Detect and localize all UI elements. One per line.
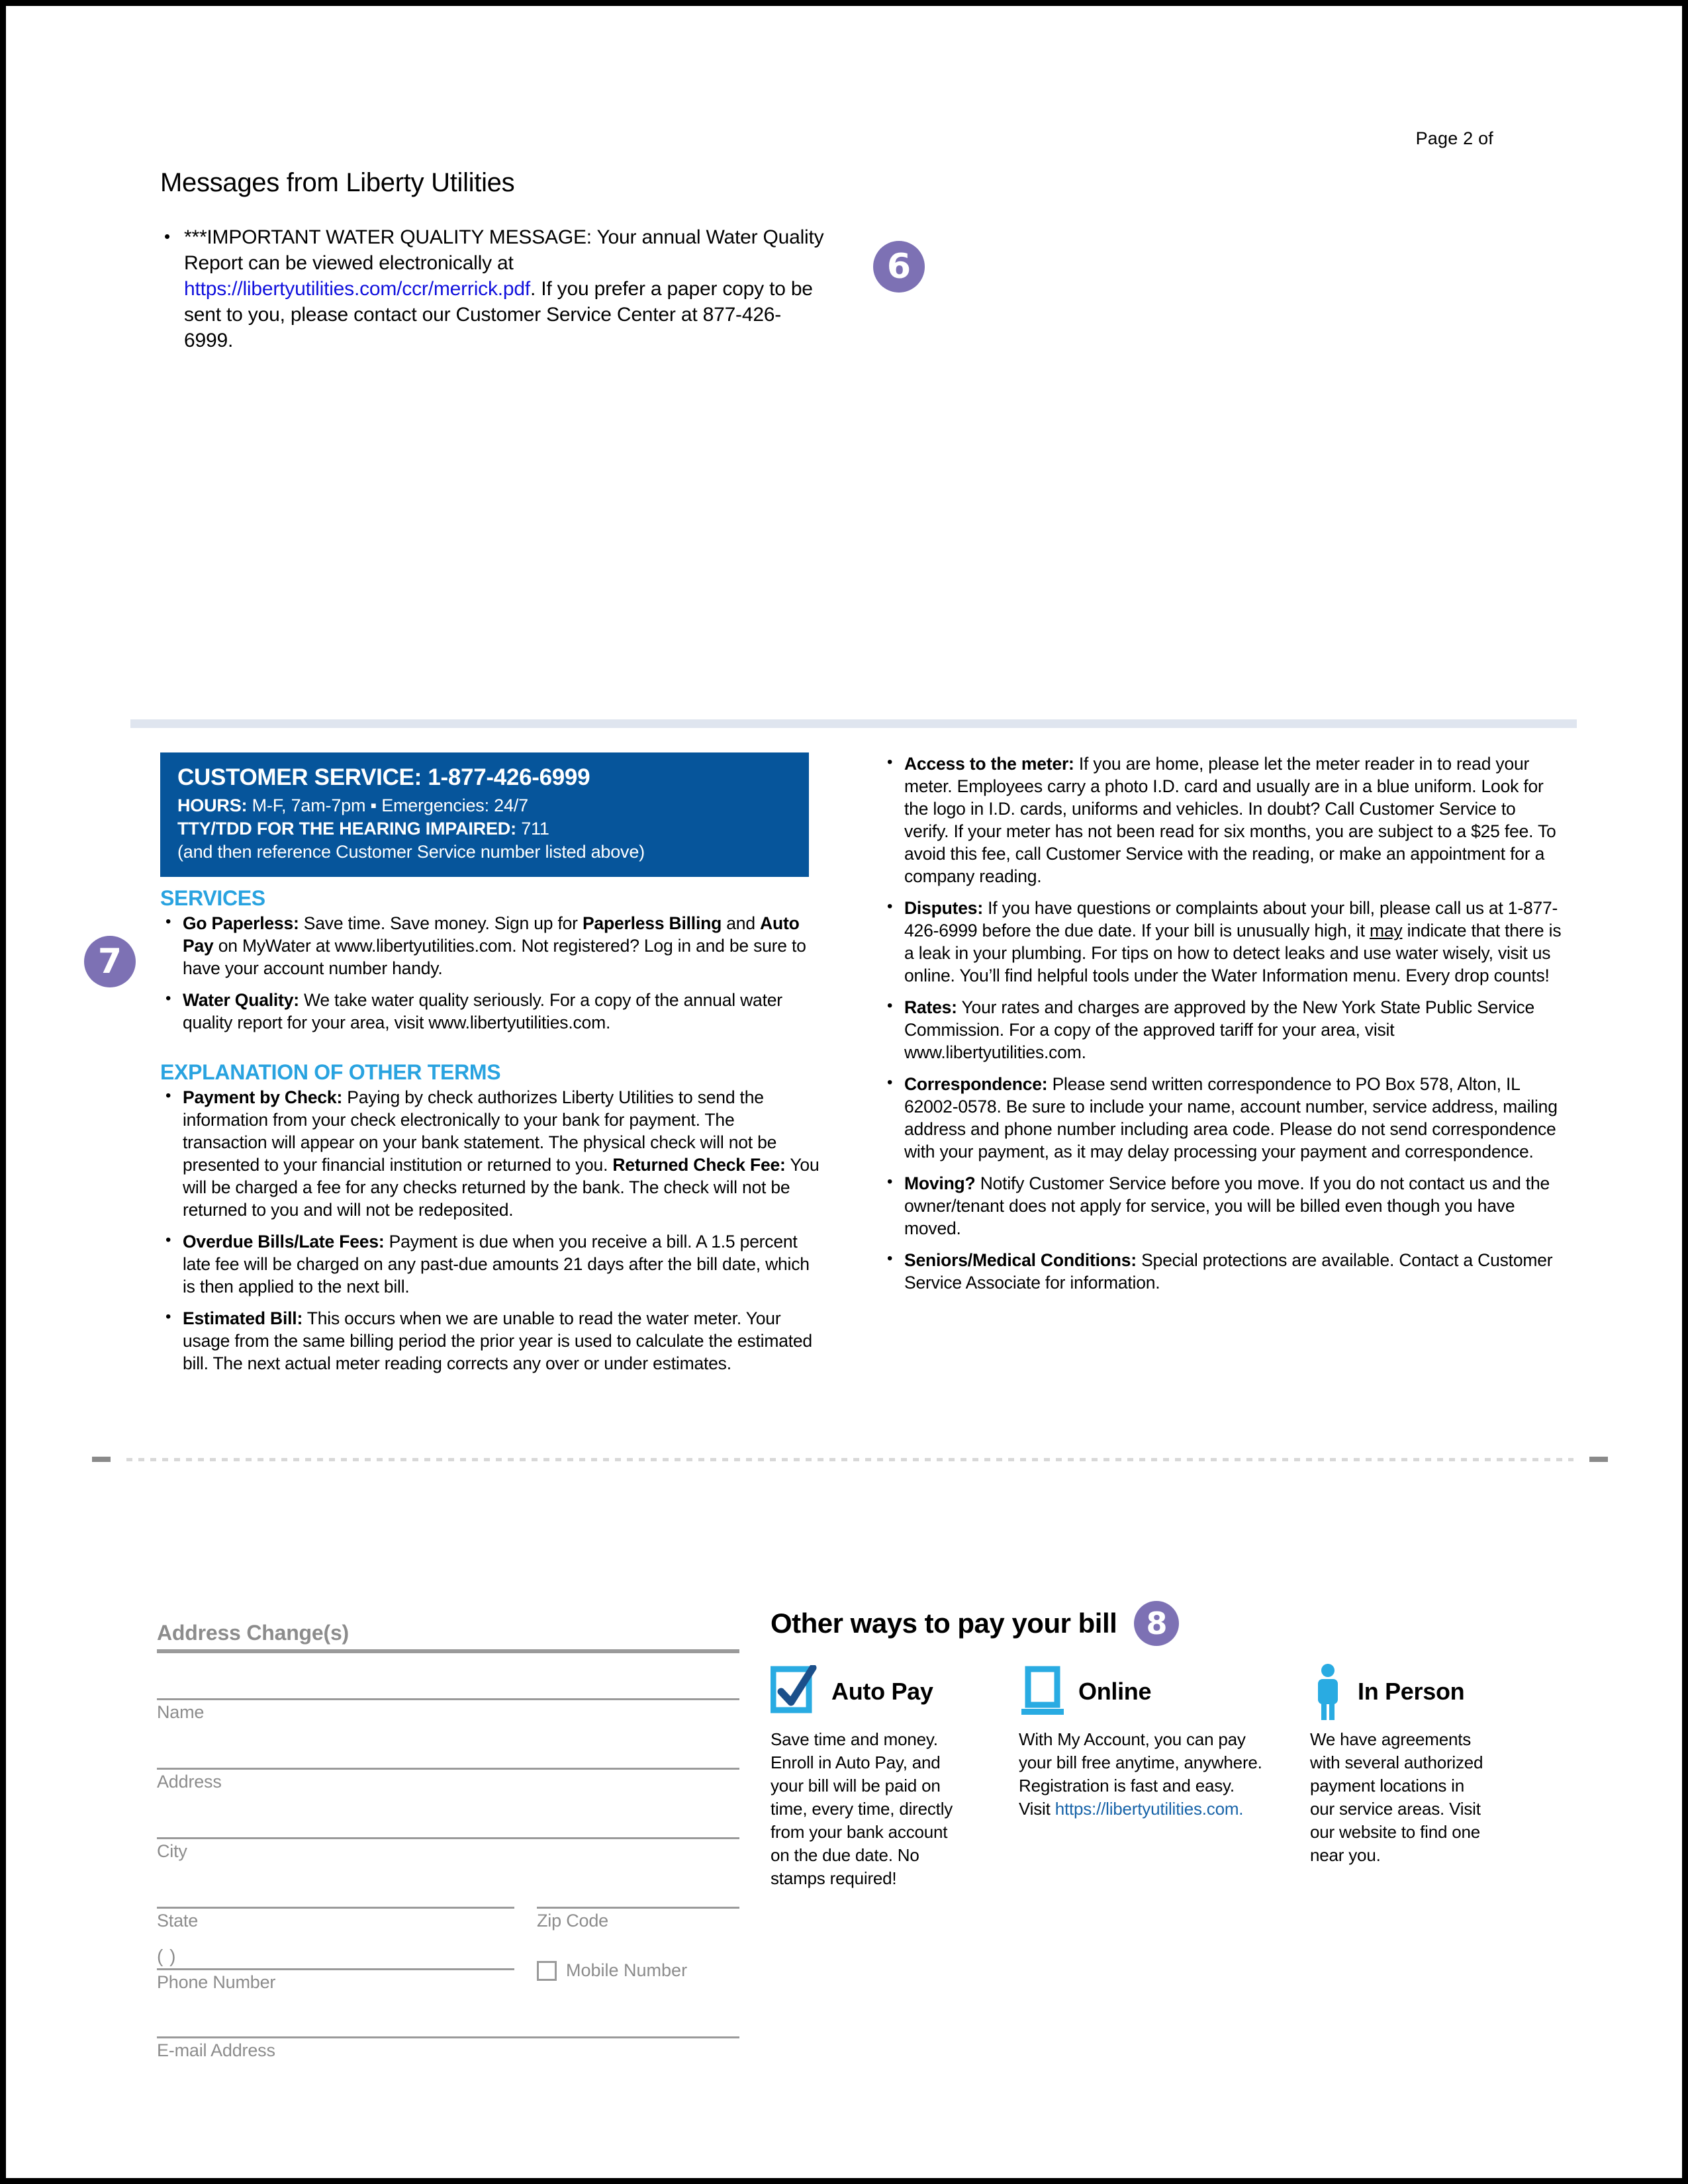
form-divider-thick xyxy=(157,1649,739,1653)
tty-label: TTY/TDD FOR THE HEARING IMPAIRED: xyxy=(177,819,516,839)
item-lead: Estimated Bill: xyxy=(183,1308,303,1328)
item-text: If you have questions or complaints about your bill, please call us at 1-877-426-6999 before the due date. If your bill is unusually high, it xyxy=(904,898,1558,940)
terms-left-column xyxy=(160,752,822,1384)
item-text: Your rates and charges are approved by the New York State Public Service Commission. For a copy of the approved tariff for your area, visit www.libertyutilities.com. xyxy=(904,997,1535,1062)
online-body-text: With My Account, you can pay your bill free anytime, anywhere. Registration is fast and easy. Visit xyxy=(1019,1729,1262,1819)
item-text: Payment is due when you receive a bill. A 1.5 percent late fee will be charged on any past-due amounts 21 days after the bill date, which is then applied to the next bill. xyxy=(183,1232,810,1297)
auto-pay-header xyxy=(771,1663,1019,1720)
tty-value: 711 xyxy=(516,819,549,839)
water-quality-report-link[interactable]: https://libertyutilities.com/ccr/merrick.pdf xyxy=(184,278,530,300)
list-item xyxy=(160,224,829,353)
pay-option-in-person xyxy=(1310,1663,1548,1890)
auto-pay-body: Save time and money. Enroll in Auto Pay, and your bill will be paid on time, every time, directly from your bank account on the due date. No stamps required! xyxy=(771,1729,953,1888)
item-text: We take water quality seriously. For a copy of the annual water quality report for your area, visit www.libertyutilities.com. xyxy=(183,990,782,1032)
item-underlined-word: may xyxy=(1369,921,1403,940)
mobile-number-checkbox[interactable] xyxy=(537,1961,557,1981)
online-body xyxy=(1019,1728,1270,1821)
right-terms-list xyxy=(882,752,1564,1294)
terms-right-column xyxy=(882,752,1564,1384)
item-text: Save time. Save money. Sign up for xyxy=(299,913,583,933)
item-lead: Go Paperless: xyxy=(183,913,299,933)
email-field-group xyxy=(157,2036,739,2061)
in-person-body: We have agreements with several authorized payment locations in our service areas. Visit our website to find one near you. xyxy=(1310,1729,1483,1865)
other-ways-to-pay-title xyxy=(771,1601,1552,1646)
address-change-title: Address Change(s) xyxy=(157,1621,349,1645)
customer-service-tty xyxy=(177,817,792,841)
services-heading: SERVICES xyxy=(160,886,265,910)
zip-label: Zip Code xyxy=(537,1911,608,1931)
message-text-part1: ***IMPORTANT WATER QUALITY MESSAGE: Your annual Water Quality Report can be viewed electronically at xyxy=(184,226,824,274)
customer-service-title: CUSTOMER SERVICE: 1-877-426-6999 xyxy=(177,764,590,790)
item-text: This occurs when we are unable to read the water meter. Your usage from the same billing period the prior year is used to calculate the estimated bill. The next actual meter reading corrects any over or under estimates. xyxy=(183,1308,812,1373)
item-text: Notify Customer Service before you move. If you do not contact us and the owner/tenant does not apply for service, you will be billed even though you have moved. xyxy=(904,1173,1550,1238)
person-icon xyxy=(1310,1663,1346,1720)
list-item xyxy=(882,996,1564,1064)
page-title: Messages from Liberty Utilities xyxy=(160,168,515,197)
item-text-2: indicate that there is a leak in your plumbing. For tips on how to detect leaks and use water wisely, visit us online. You’ll find helpful tools under the Water Information menu. Every drop counts! xyxy=(904,921,1562,985)
list-item xyxy=(882,752,1564,887)
auto-pay-label: Auto Pay xyxy=(831,1678,933,1705)
item-bold-2: Returned Check Fee: xyxy=(612,1155,786,1175)
list-item xyxy=(882,1172,1564,1240)
item-lead: Payment by Check: xyxy=(183,1087,343,1107)
hours-value: M-F, 7am-7pm ▪ Emergencies: 24/7 xyxy=(247,796,528,815)
item-lead: Disputes: xyxy=(904,898,983,918)
state-field-group xyxy=(157,1907,514,1931)
item-lead: Rates: xyxy=(904,997,957,1017)
other-ways-to-pay-section xyxy=(771,1601,1552,1890)
online-header xyxy=(1019,1663,1310,1720)
messages-list xyxy=(160,224,829,353)
pay-title-text: Other ways to pay your bill xyxy=(771,1608,1117,1639)
item-text-2: and xyxy=(722,913,761,933)
hours-label: HOURS: xyxy=(177,796,248,815)
name-field-group xyxy=(157,1698,739,1723)
perforation-tick-left xyxy=(92,1457,111,1462)
callout-badge-6: 6 xyxy=(873,241,925,293)
item-lead: Overdue Bills/Late Fees: xyxy=(183,1232,385,1251)
online-payment-link[interactable]: https://libertyutilities.com. xyxy=(1055,1799,1244,1819)
other-terms-list xyxy=(160,1086,822,1375)
perforation-line xyxy=(92,1457,1608,1462)
phone-label: Phone Number xyxy=(157,1972,276,1992)
list-item xyxy=(882,897,1564,987)
perforation-dashes xyxy=(126,1458,1573,1461)
mobile-number-checkbox-group[interactable] xyxy=(537,1948,687,1993)
phone-area-code-placeholder[interactable]: ( ) xyxy=(157,1946,177,1966)
in-person-label: In Person xyxy=(1358,1678,1465,1705)
state-zip-row xyxy=(157,1907,739,1931)
item-text: Please send written correspondence to PO Box 578, Alton, IL 62002-0578. Be sure to include your name, account number, service address, mailing address and phone number including area code. Please do not send correspondence with your payment, as it may delay processing your payment and correspondence. xyxy=(904,1074,1558,1161)
list-item xyxy=(882,1249,1564,1294)
perforation-tick-right xyxy=(1589,1457,1608,1462)
item-lead: Access to the meter: xyxy=(904,754,1074,774)
item-lead: Correspondence: xyxy=(904,1074,1048,1094)
page-number: Page 2 of xyxy=(1415,128,1493,148)
online-label: Online xyxy=(1078,1678,1152,1705)
item-lead: Seniors/Medical Conditions: xyxy=(904,1250,1137,1270)
item-lead: Moving? xyxy=(904,1173,976,1193)
zip-field-group xyxy=(537,1907,739,1931)
item-text: If you are home, please let the meter reader in to read your meter. Employees carry a photo I.D. card and usually are in a blue uniform. Look for the logo in I.D. cards, uniforms and vehicles. In doubt? Call Customer Service to verify. If your meter has not been read for six months, you are subject to a $25 fee. To avoid this fee, call Customer Service with the reading, or make an appointment for a company reading. xyxy=(904,754,1556,886)
item-text-3: on MyWater at www.libertyutilities.com. Not registered? Log in and be sure to have your account number handy. xyxy=(183,936,806,978)
pay-option-online xyxy=(1019,1663,1310,1890)
terms-section xyxy=(160,752,1570,1384)
other-terms-heading: EXPLANATION OF OTHER TERMS xyxy=(160,1060,501,1084)
phone-field-group xyxy=(157,1946,514,1993)
state-label: State xyxy=(157,1911,199,1931)
callout-badge-8: 8 xyxy=(1134,1601,1179,1646)
city-field-group xyxy=(157,1837,739,1862)
list-item xyxy=(160,1307,822,1375)
item-bold-2: Paperless Billing xyxy=(582,913,722,933)
name-label: Name xyxy=(157,1702,205,1722)
checkbox-check-icon xyxy=(771,1665,820,1718)
list-item xyxy=(160,1086,822,1221)
customer-service-hours xyxy=(177,794,792,817)
customer-service-tty-note: (and then reference Customer Service number listed above) xyxy=(177,842,645,862)
address-label: Address xyxy=(157,1772,222,1792)
list-item xyxy=(882,1073,1564,1163)
section-divider xyxy=(130,719,1577,728)
list-item xyxy=(160,1230,822,1298)
in-person-header xyxy=(1310,1663,1548,1720)
city-label: City xyxy=(157,1841,187,1861)
item-text: Special protections are available. Contact a Customer Service Associate for information. xyxy=(904,1250,1553,1293)
list-item xyxy=(160,912,822,979)
address-change-form xyxy=(157,1621,739,2061)
pay-option-auto-pay xyxy=(771,1663,1019,1890)
list-item xyxy=(160,989,822,1034)
item-lead: Water Quality: xyxy=(183,990,299,1010)
email-label: E-mail Address xyxy=(157,2040,275,2060)
callout-badge-7: 7 xyxy=(84,936,136,987)
address-field-group xyxy=(157,1768,739,1792)
customer-service-box xyxy=(160,752,809,877)
item-text: Paying by check authorizes Liberty Utilities to send the information from your check electronically to your bank for payment. The transaction will appear on your bank statement. The physical check will not be presented to your financial institution or returned to you. xyxy=(183,1087,777,1175)
item-bold-3: Auto Pay xyxy=(183,913,800,956)
item-text-2: You will be charged a fee for any checks returned by the bank. The check will not be returned to you and will not be redeposited. xyxy=(183,1155,820,1220)
mobile-number-label: Mobile Number xyxy=(566,1960,688,1980)
services-list xyxy=(160,912,822,1034)
message-text-part2: . If you prefer a paper copy to be sent to you, please contact our Customer Service Center at 877-426-6999. xyxy=(184,278,813,351)
laptop-icon xyxy=(1019,1665,1066,1718)
